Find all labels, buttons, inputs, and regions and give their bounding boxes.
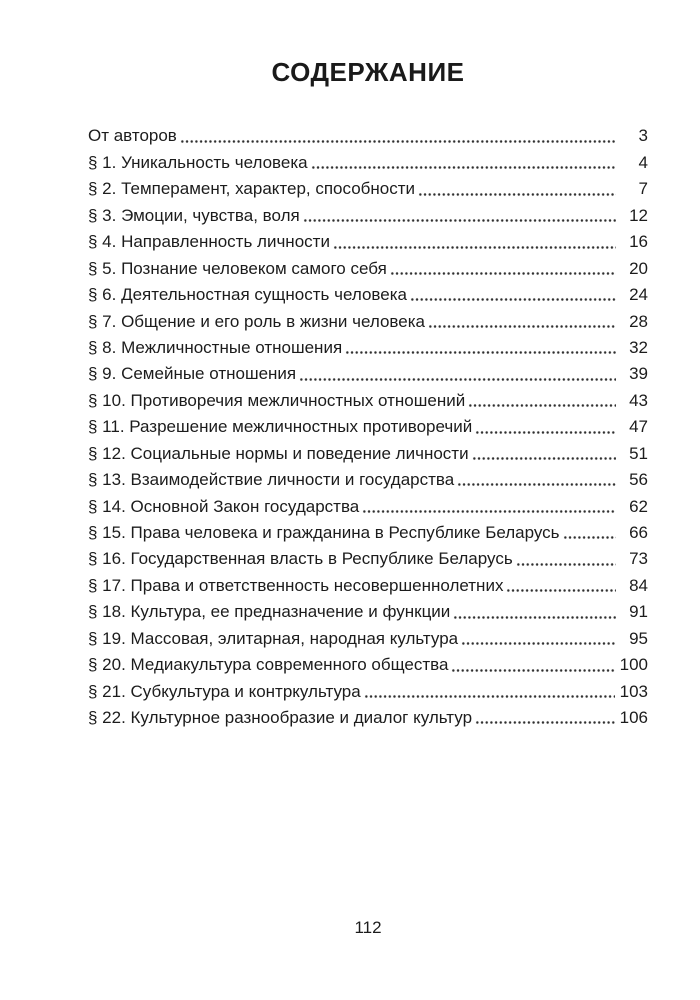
- dot-leader: [418, 177, 616, 200]
- toc-entry-label: § 8. Межличностные отношения: [88, 337, 343, 357]
- toc-entry-page: 66: [629, 523, 648, 542]
- toc-entry: [88, 518, 648, 544]
- toc-entry-page: 100: [619, 655, 648, 675]
- toc-entry-page: 16: [629, 232, 648, 252]
- toc-entry: [88, 597, 648, 623]
- toc-entry-label: § 18. Культура, ее предназначение и функции: [88, 602, 451, 622]
- dot-leader: [475, 415, 616, 438]
- toc-entry-label: § 21. Субкультура и контркультура: [88, 681, 361, 701]
- dot-leader: [516, 547, 616, 570]
- toc-entry: [88, 147, 648, 173]
- toc-entry: [88, 200, 648, 226]
- toc-entry-page: 43: [629, 390, 648, 410]
- toc-entry: [88, 544, 648, 570]
- toc-entry-page: 73: [629, 549, 648, 569]
- toc-entry-label: § 6. Деятельностная сущность человека: [88, 285, 407, 305]
- dot-leader: [410, 283, 616, 306]
- toc-entry-page: 95: [629, 628, 648, 648]
- toc-entry-label: § 5. Познание человеком самого себя: [88, 258, 387, 278]
- dot-leader: [364, 680, 615, 703]
- toc-entry-label: § 2. Темперамент, характер, способности: [88, 179, 416, 199]
- dot-leader: [428, 310, 616, 333]
- dot-leader: [180, 124, 616, 147]
- toc-entry-label: § 9. Семейные отношения: [88, 364, 297, 384]
- toc-entry-label: § 14. Основной Закон государства: [88, 496, 360, 516]
- toc-entry: [88, 438, 648, 464]
- toc-entry-page: 4: [638, 152, 648, 172]
- toc-entry-label: § 17. Права и ответственность несовершеннолетних: [88, 575, 504, 595]
- dot-leader: [457, 468, 616, 491]
- toc-entry-label: § 22. Культурное разнообразие и диалог культур: [88, 708, 473, 728]
- toc-list: [88, 121, 648, 729]
- toc-entry-page: 106: [619, 708, 648, 728]
- dot-leader: [299, 362, 616, 385]
- toc-entry-label: § 1. Уникальность человека: [88, 152, 308, 172]
- toc-entry: [88, 650, 648, 676]
- dot-leader: [461, 627, 616, 650]
- dot-leader: [475, 706, 615, 729]
- toc-entry: [88, 623, 648, 649]
- dot-leader: [333, 230, 616, 253]
- toc-entry-page: 51: [629, 443, 648, 463]
- dot-leader: [303, 204, 616, 227]
- toc-entry: [88, 703, 648, 729]
- dot-leader: [390, 257, 616, 280]
- toc-entry-page: 62: [629, 496, 648, 516]
- toc-entry: [88, 121, 648, 147]
- toc-entry-page: 103: [619, 681, 648, 701]
- toc-entry-page: 56: [629, 470, 648, 490]
- dot-leader: [451, 653, 614, 676]
- toc-entry-label: § 19. Массовая, элитарная, народная культура: [88, 628, 459, 648]
- toc-entry-label: § 11. Разрешение межличностных противоречий: [88, 417, 473, 437]
- toc-entry-label: § 4. Направленность личности: [88, 232, 330, 252]
- toc-entry: [88, 491, 648, 517]
- toc-entry-page: 12: [629, 205, 648, 225]
- toc-entry: [88, 359, 648, 385]
- toc-entry: [88, 227, 648, 253]
- toc-entry-label: § 20. Медиакультура современного общества: [88, 655, 449, 675]
- toc-entry: [88, 570, 648, 596]
- toc-entry-page: 39: [629, 364, 648, 384]
- toc-entry-page: 7: [638, 179, 648, 199]
- toc-entry-page: 32: [629, 337, 648, 357]
- toc-entry-label: § 3. Эмоции, чувства, воля: [88, 205, 300, 225]
- toc-entry: [88, 280, 648, 306]
- toc-entry: [88, 174, 648, 200]
- toc-entry: [88, 465, 648, 491]
- toc-entry: [88, 412, 648, 438]
- toc-entry-page: 28: [629, 311, 648, 331]
- toc-entry-label: От авторов: [88, 126, 177, 146]
- dot-leader: [468, 389, 616, 412]
- toc-entry-page: 47: [629, 417, 648, 437]
- toc-entry-label: § 13. Взаимодействие личности и государства: [88, 470, 455, 490]
- dot-leader: [345, 336, 616, 359]
- dot-leader: [453, 600, 616, 623]
- toc-entry-label: § 7. Общение и его роль в жизни человека: [88, 311, 425, 331]
- toc-entry-page: 91: [629, 602, 648, 622]
- toc-entry-page: 3: [638, 126, 648, 146]
- dot-leader: [311, 151, 616, 174]
- toc-entry: [88, 253, 648, 279]
- toc-entry-label: § 12. Социальные нормы и поведение личности: [88, 443, 469, 463]
- toc-entry: [88, 385, 648, 411]
- toc-entry-page: 84: [629, 575, 648, 595]
- dot-leader: [563, 521, 616, 544]
- dot-leader: [506, 574, 616, 597]
- toc-entry-label: § 15. Права человека и гражданина в Республике Беларусь: [88, 523, 560, 542]
- dot-leader: [362, 495, 616, 518]
- toc-entry-page: 24: [629, 285, 648, 305]
- toc-entry-page: 20: [629, 258, 648, 278]
- toc-entry-label: § 10. Противоречия межличностных отношений: [88, 390, 466, 410]
- toc-entry: [88, 333, 648, 359]
- page-title: СОДЕРЖАНИЕ: [271, 57, 465, 87]
- dot-leader: [472, 442, 616, 465]
- toc-entry: [88, 306, 648, 332]
- footer-page-number: 112: [354, 918, 382, 937]
- toc-entry: [88, 676, 648, 702]
- toc-entry-label: § 16. Государственная власть в Республике Беларусь: [88, 549, 513, 569]
